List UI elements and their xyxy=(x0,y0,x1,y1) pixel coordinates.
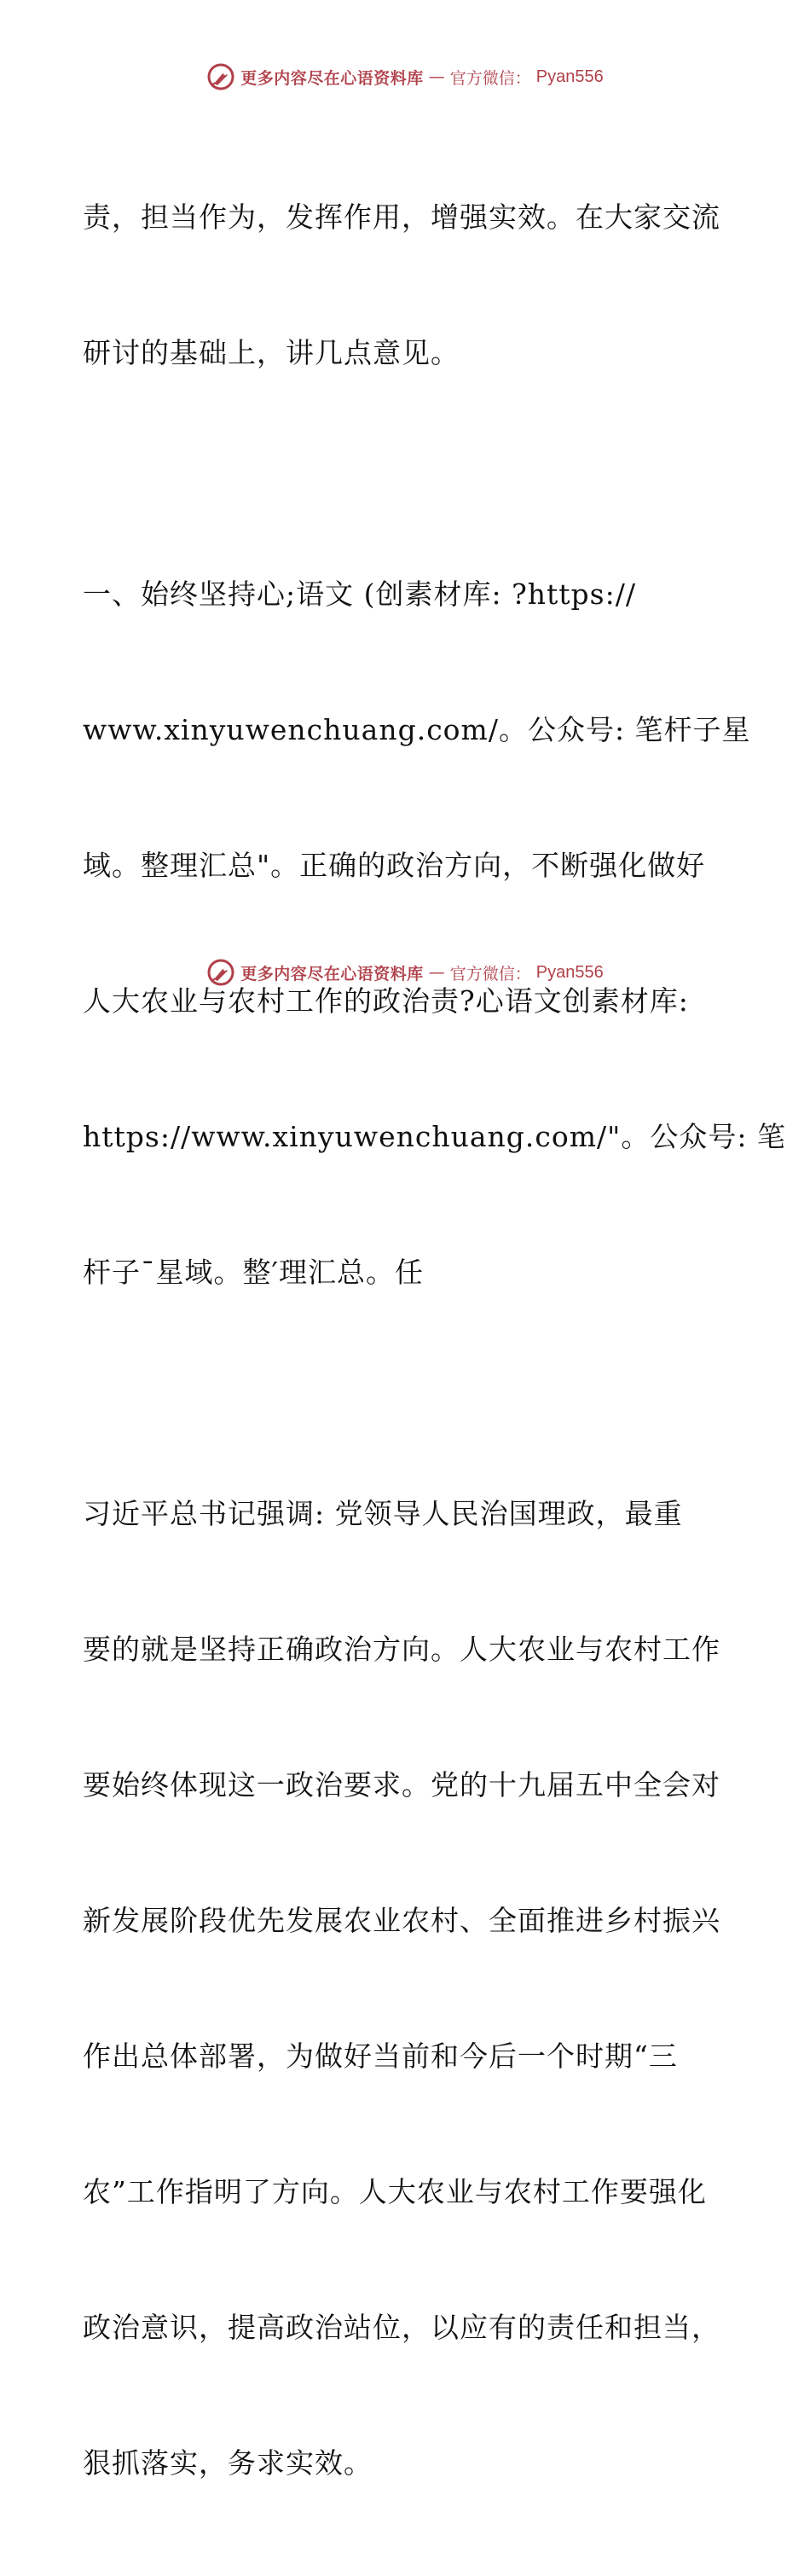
paragraph-line: https://www.xinyuwenchuang.com/"。公众号: 笔 xyxy=(83,1120,786,1153)
pen-nib-logo-icon xyxy=(206,62,235,91)
paragraph-line: 一、始终坚持心;语文 (创素材库: ?https:// xyxy=(83,577,636,611)
footer-watermark-banner xyxy=(0,955,810,989)
paragraph-line: 研讨的基础上，讲几点意见。 xyxy=(83,336,460,369)
paragraph-line: 新发展阶段优先发展农业农村、全面推进乡村振兴 xyxy=(83,1904,720,1937)
paragraph-line: 政治意识，提高政治站位，以应有的责任和担当， xyxy=(83,2311,720,2344)
paragraph-line: 习近平总书记强调: 党领导人民治国理政，最重 xyxy=(83,1497,683,1530)
header-watermark-banner xyxy=(0,60,810,94)
banner-wechat-id: Pyan556 xyxy=(535,67,604,86)
paragraph-line: 杆子¯星域。整′理汇总。任 xyxy=(83,1256,424,1289)
paragraph-3 xyxy=(83,1401,731,2576)
banner-separator: — xyxy=(428,963,445,982)
banner-wechat-id: Pyan556 xyxy=(535,962,604,982)
pen-nib-logo-icon xyxy=(206,958,235,987)
paragraph-line: 作出总体部署，为做好当前和今后一个时期“三 xyxy=(83,2039,678,2073)
paragraph-line: 要始终体现这一政治要求。党的十九届五中全会对 xyxy=(83,1768,720,1801)
paragraph-line: www.xinyuwenchuang.com/。公众号: 笔杆子星 xyxy=(83,713,751,746)
paragraph-line: 农”工作指明了方向。人大农业与农村工作要强化 xyxy=(83,2175,707,2208)
paragraph-line: 域。整理汇总"。正确的政治方向，不断强化做好 xyxy=(83,849,706,882)
banner-wechat-label: 官方微信： xyxy=(449,68,531,88)
banner-site-name: 更多内容尽在心语资料库 xyxy=(240,68,424,88)
paragraph-line: 责，担当作为，发挥作用，增强实效。在大家交流 xyxy=(83,200,720,234)
paragraph-line: 人大农业与农村工作的政治责?心语文创素材库: xyxy=(83,984,689,1018)
paragraph-2 xyxy=(83,481,786,1385)
document-body xyxy=(83,104,786,2576)
paragraph-1 xyxy=(83,104,731,466)
paragraph-line: 要的就是坚持正确政治方向。人大农业与农村工作 xyxy=(83,1633,720,1666)
banner-separator: — xyxy=(428,67,445,86)
banner-site-name: 更多内容尽在心语资料库 xyxy=(240,964,424,983)
banner-wechat-label: 官方微信： xyxy=(449,964,531,983)
paragraph-line: 狠抓落实，务求实效。 xyxy=(83,2446,373,2480)
